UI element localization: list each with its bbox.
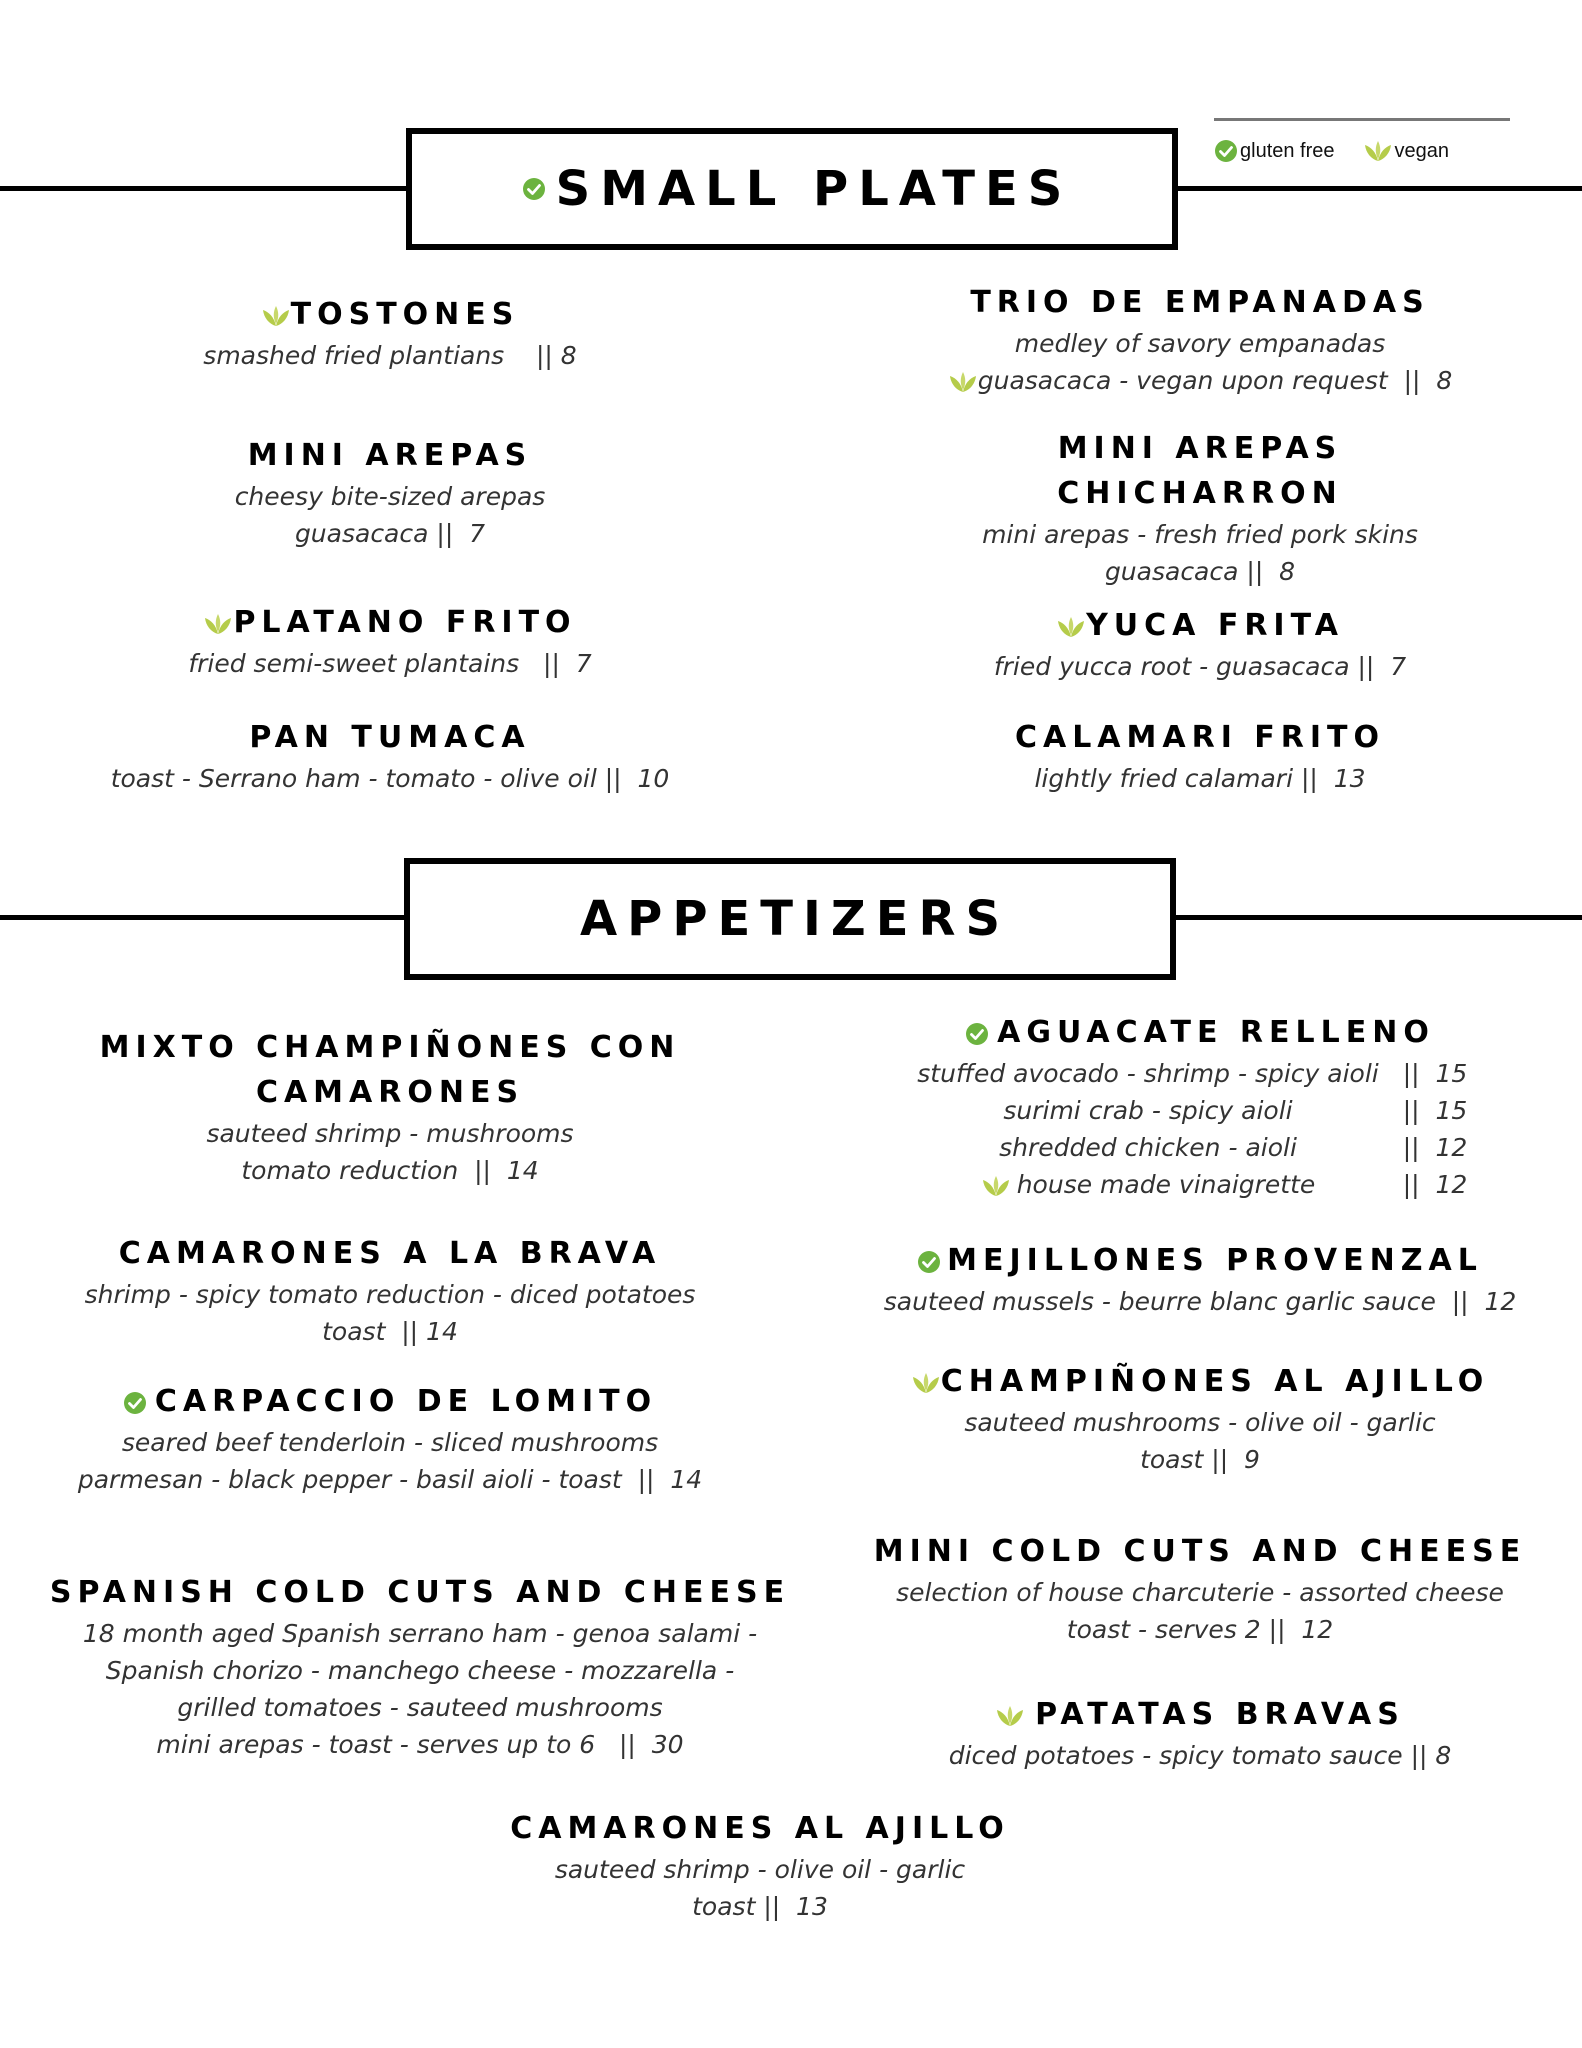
option-text: stuffed avocado - shrimp - spicy aioli — [917, 1059, 1379, 1088]
section-title-small-plates: SMALL PLATES — [555, 161, 1073, 217]
menu-item-calamari-frito — [880, 715, 1520, 797]
item-description: 18 month aged Spanish serrano ham - genoa salami - — [82, 1619, 758, 1648]
item-description: sauteed mussels - beurre blanc garlic sauce || 12 — [883, 1287, 1517, 1316]
menu-item-spanish-cold-cuts — [20, 1570, 820, 1763]
option-price: || 12 — [1402, 1133, 1468, 1162]
menu-item-platano-frito — [80, 600, 700, 682]
item-name: CHICHARRON — [1057, 476, 1343, 511]
item-name: MINI AREPAS — [247, 438, 533, 473]
menu-item-patatas-bravas — [880, 1692, 1520, 1774]
item-name: TOSTONES — [80, 292, 700, 337]
item-description: toast - serves 2 || 12 — [1066, 1615, 1334, 1644]
appetizers-rule-right — [1174, 915, 1582, 920]
item-description: seared beef tenderloin - sliced mushrooms — [121, 1428, 659, 1457]
vegan-leaf-icon — [1056, 615, 1086, 639]
item-name: TRIO DE EMPANADAS — [970, 285, 1430, 320]
item-name: PATATAS BRAVAS — [880, 1692, 1520, 1737]
vegan-leaf-icon — [911, 1371, 941, 1395]
menu-item-camarones-al-ajillo — [400, 1806, 1120, 1925]
item-description: mini arepas - toast - serves up to 6 || 30 — [156, 1730, 684, 1759]
legend-vegan — [1363, 139, 1450, 163]
dietary-legend — [1214, 118, 1510, 163]
item-name: CARPACCIO DE LOMITO — [40, 1379, 740, 1424]
item-name: CAMARONES — [255, 1075, 525, 1110]
item-description: medley of savory empanadas — [1014, 329, 1386, 358]
item-description: shrimp - spicy tomato reduction - diced potatoes — [84, 1280, 696, 1309]
item-description: sauteed shrimp - olive oil - garlic — [554, 1855, 966, 1884]
item-description: selection of house charcuterie - assorted cheese — [896, 1578, 1504, 1607]
option-text: surimi crab - spicy aioli — [1003, 1096, 1293, 1125]
item-name: CAMARONES A LA BRAVA — [118, 1236, 662, 1271]
small-plates-rule-left — [0, 186, 408, 191]
item-description: diced potatoes - spicy tomato sauce || 8 — [948, 1741, 1452, 1770]
item-name: PAN TUMACA — [249, 720, 531, 755]
section-title-appetizers: APPETIZERS — [579, 891, 1011, 947]
item-description: Spanish chorizo - manchego cheese - mozzarella - — [105, 1656, 735, 1685]
gluten-free-icon — [917, 1250, 941, 1274]
option-price: || 15 — [1402, 1059, 1468, 1088]
menu-item-mini-arepas-chicharron — [880, 426, 1520, 590]
gluten-free-icon — [965, 1022, 989, 1046]
item-name: MINI AREPAS — [1057, 431, 1343, 466]
option-price: || 15 — [1402, 1096, 1468, 1125]
option-text: shredded chicken - aioli — [999, 1133, 1297, 1162]
item-name: PLATANO FRITO — [80, 600, 700, 645]
vegan-leaf-icon — [203, 612, 233, 636]
item-description: toast || 13 — [692, 1892, 828, 1921]
item-name: SPANISH COLD CUTS AND CHEESE — [49, 1575, 791, 1610]
item-description: parmesan - black pepper - basil aioli - toast || 14 — [77, 1465, 703, 1494]
item-description: sauteed shrimp - mushrooms — [206, 1119, 574, 1148]
item-name: AGUACATE RELLENO — [880, 1010, 1520, 1055]
gluten-free-icon — [522, 177, 546, 201]
item-description: sauteed mushrooms - olive oil - garlic — [964, 1408, 1436, 1437]
option-price: || 12 — [1402, 1170, 1468, 1199]
item-name: CALAMARI FRITO — [1014, 720, 1386, 755]
item-name: MEJILLONES PROVENZAL — [860, 1238, 1540, 1283]
menu-item-mini-arepas — [80, 433, 700, 552]
vegan-leaf-icon — [261, 304, 291, 328]
small-plates-header — [406, 128, 1178, 250]
legend-vegan-label: vegan — [1394, 139, 1450, 162]
gluten-free-icon — [123, 1391, 147, 1415]
item-name: CAMARONES AL AJILLO — [510, 1811, 1010, 1846]
vegan-leaf-icon — [995, 1704, 1025, 1728]
appetizers-rule-left — [0, 915, 408, 920]
item-description: guasacaca || 8 — [1104, 557, 1296, 586]
small-plates-rule-right — [1176, 186, 1582, 191]
item-name: CHAMPIÑONES AL AJILLO — [860, 1359, 1540, 1404]
menu-item-mejillones-provenzal — [860, 1238, 1540, 1320]
menu-item-tostones — [80, 292, 700, 374]
vegan-leaf-icon — [948, 370, 978, 394]
menu-item-champinones-al-ajillo — [860, 1359, 1540, 1478]
vegan-leaf-icon — [981, 1174, 1011, 1198]
item-description: mini arepas - fresh fried pork skins — [982, 520, 1418, 549]
gluten-free-icon — [1214, 139, 1238, 163]
menu-item-trio-de-empanadas — [880, 280, 1520, 399]
item-description: toast || 14 — [322, 1317, 458, 1346]
menu-item-mixto-champinones — [40, 1025, 740, 1189]
item-name: MINI COLD CUTS AND CHEESE — [873, 1534, 1527, 1569]
item-description: cheesy bite-sized arepas — [234, 482, 546, 511]
menu-item-mini-cold-cuts — [860, 1529, 1540, 1648]
menu-item-aguacate-relleno — [880, 1010, 1520, 1203]
item-description: toast - Serrano ham - tomato - olive oil || 10 — [110, 764, 670, 793]
item-description: guasacaca || 7 — [294, 519, 486, 548]
vegan-leaf-icon — [1363, 139, 1393, 163]
option-text: house made vinaigrette — [917, 1166, 1378, 1203]
item-description: tomato reduction || 14 — [241, 1156, 539, 1185]
item-description: lightly fried calamari || 13 — [1034, 764, 1366, 793]
aguacate-options-list — [880, 1055, 1520, 1203]
appetizers-header — [404, 858, 1176, 980]
item-description: grilled tomatoes - sauteed mushrooms — [177, 1693, 663, 1722]
item-description: guasacaca - vegan upon request || 8 — [880, 362, 1520, 399]
legend-gluten-free-label: gluten free — [1240, 139, 1335, 162]
menu-item-yuca-frita — [880, 603, 1520, 685]
item-name: YUCA FRITA — [880, 603, 1520, 648]
item-description: toast || 9 — [1140, 1445, 1260, 1474]
item-description: smashed fried plantians || 8 — [203, 341, 577, 370]
menu-item-pan-tumaca — [80, 715, 700, 797]
legend-gluten-free — [1214, 139, 1335, 163]
menu-item-carpaccio-de-lomito — [40, 1379, 740, 1498]
item-description: fried yucca root - guasacaca || 7 — [993, 652, 1407, 681]
item-name: MIXTO CHAMPIÑONES CON — [99, 1030, 681, 1065]
item-description: fried semi-sweet plantains || 7 — [188, 649, 592, 678]
menu-item-camarones-a-la-brava — [40, 1231, 740, 1350]
